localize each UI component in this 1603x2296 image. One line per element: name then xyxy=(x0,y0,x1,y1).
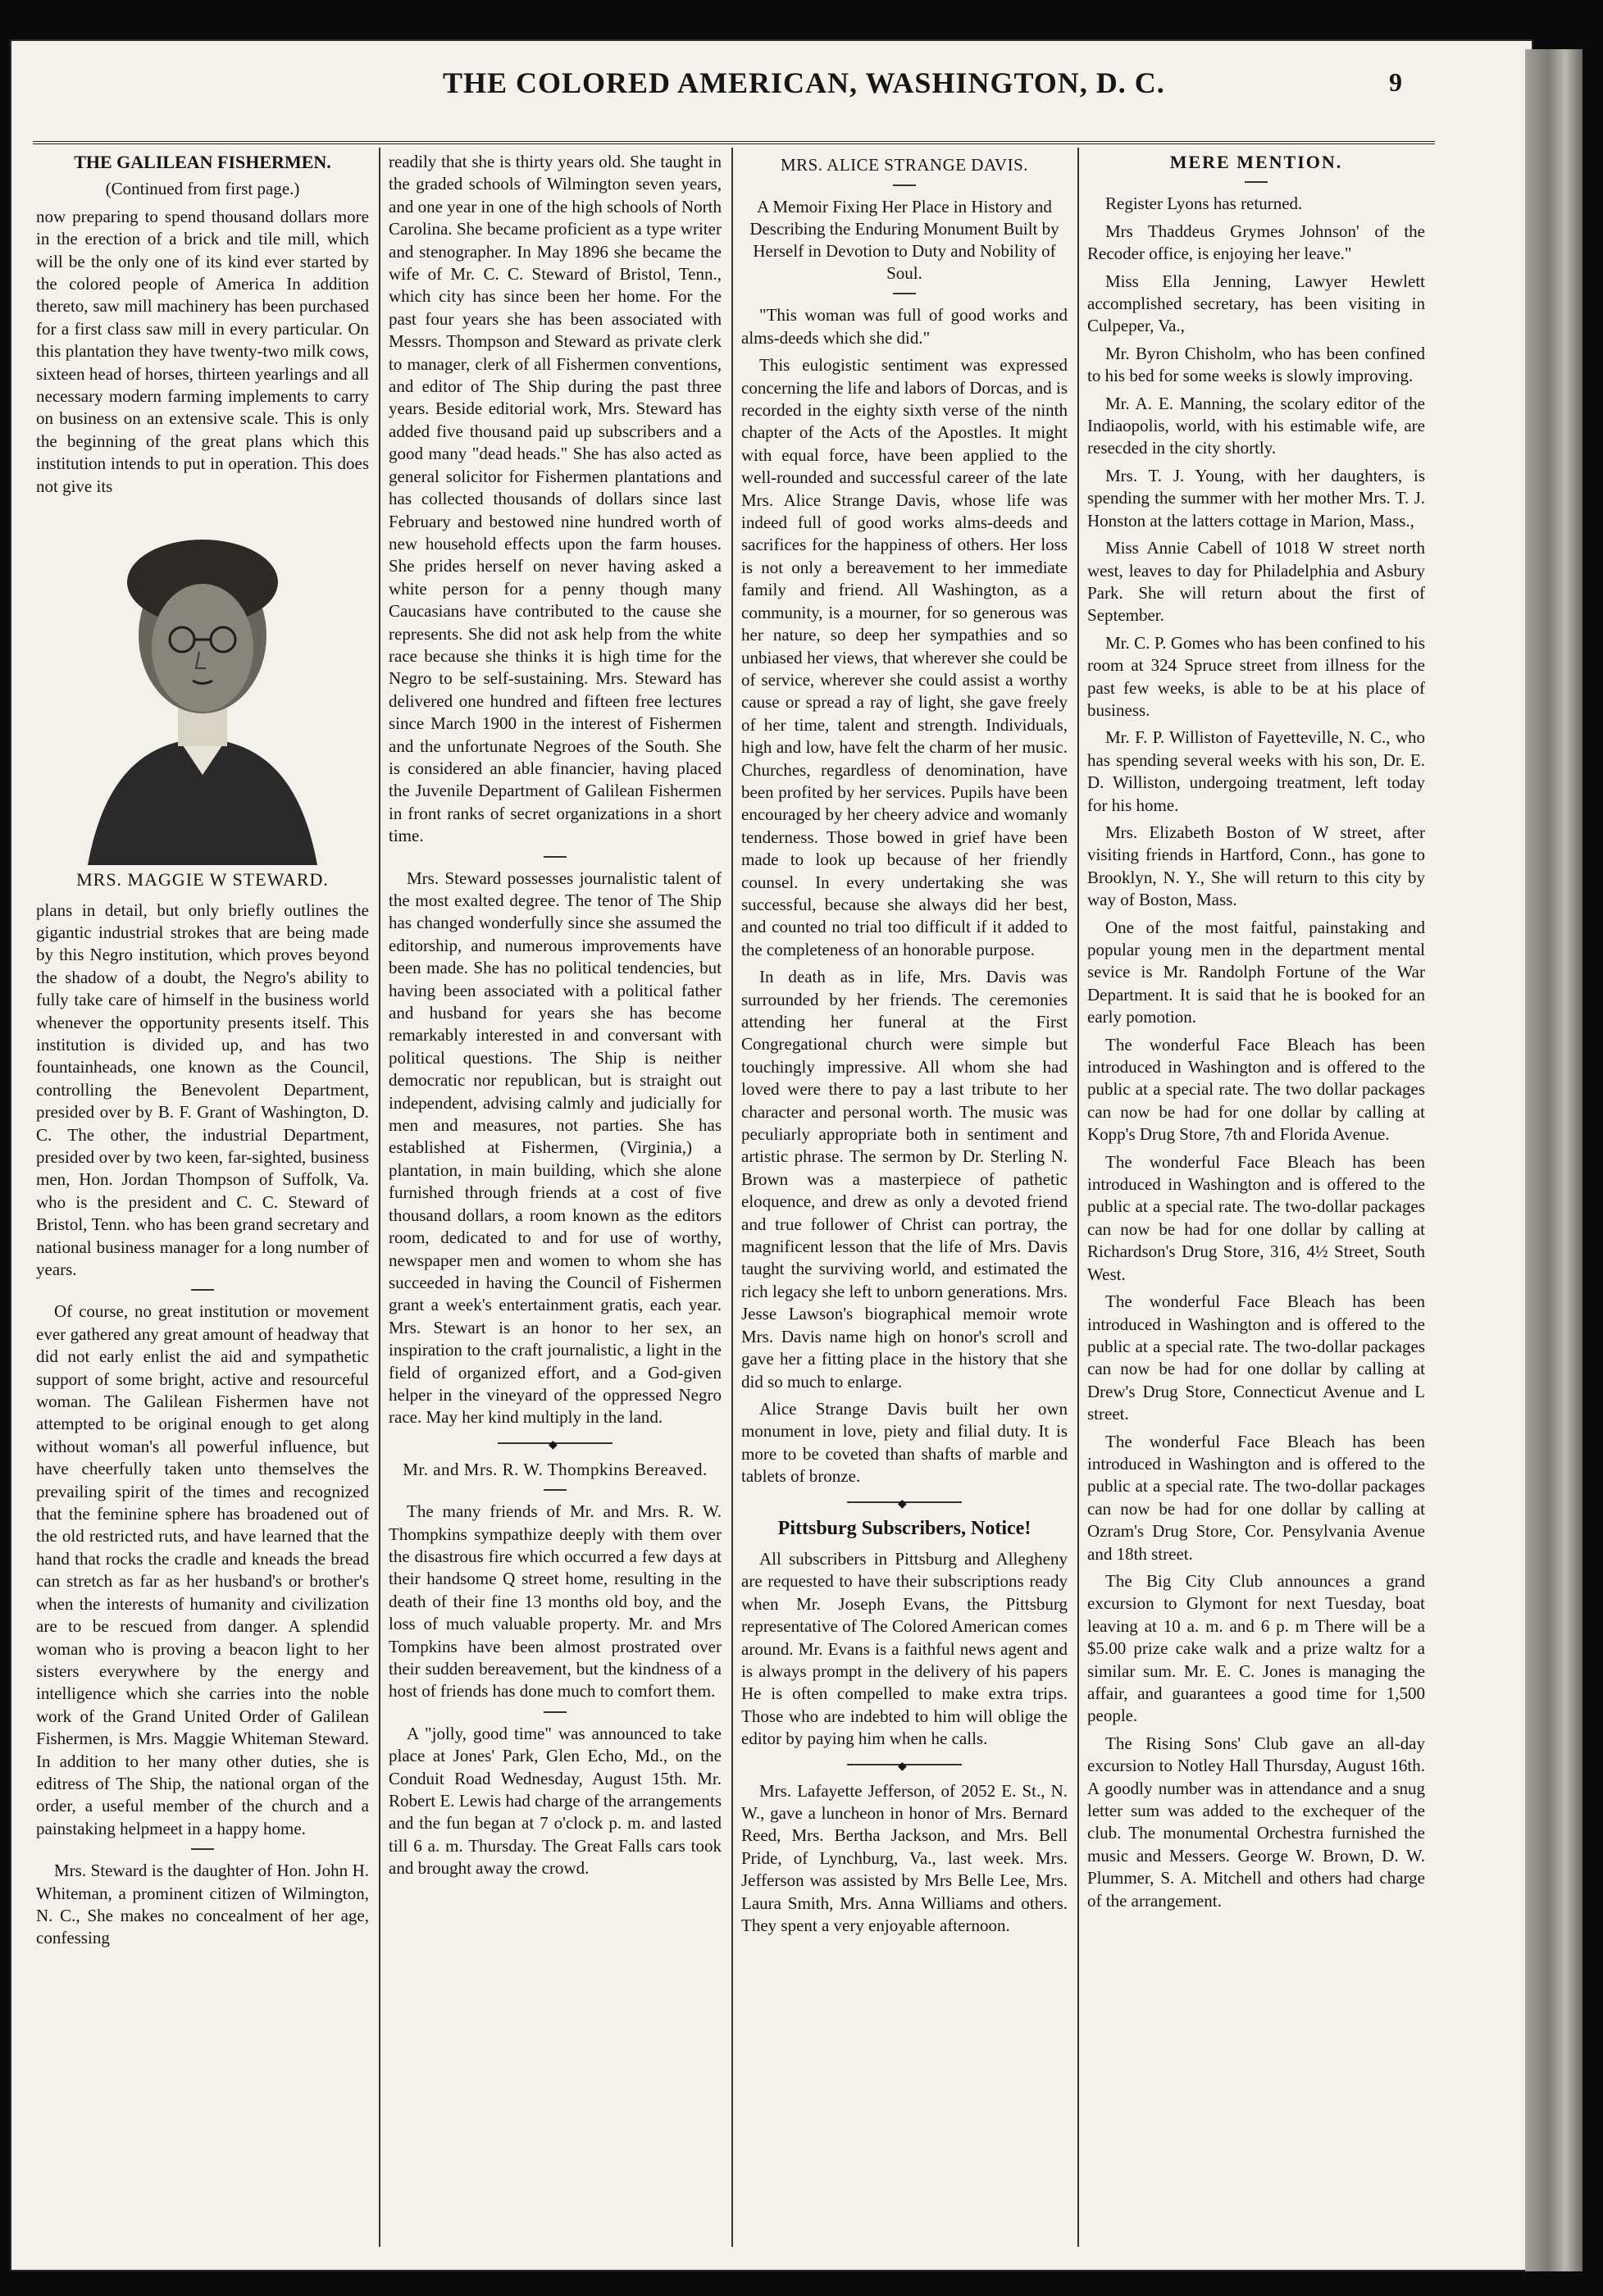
mention-item: Register Lyons has returned. xyxy=(1105,194,1303,214)
article-title-mere-mention: MERE MENTION. xyxy=(1169,152,1343,172)
article-deck: A Memoir Fixing Her Place in History and Describing the Enduring Monument Built by Herself in Devotion to Duty and Nobility of Soul. xyxy=(749,197,1059,284)
paragraph: Of course, no great institution or movement ever gathered any great amount of headway that did not early enlist the aid and sympathetic support of some bright, active and resourceful woman. The Galilean Fishermen have not attempted to be original enough to get along without woman's all powerful influence, but have cheerfully taken unto themselves the prevailing spirit of the times and recognized that the feminine sphere has broadened out of the old restricted ruts, and have learned that the hand that rocks the cradle and kneads the bread can stretch as far as her husband's or brother's when the interests of humanity and civilization are to be rescued from danger. A splendid woman who is proving a beacon light to her sisters everywhere by the energy and intelligence which she carries into the noble work of the Grand United Order of Galilean Fishermen, is Mrs. Maggie Whiteman Steward. In addition to her many other duties, she is editress of The Ship, the national organ of the order, a useful member of the church and a painstaking helpmeet in a happy home. xyxy=(36,1301,369,1838)
mention-item: The Rising Sons' Club gave an all-day excursion to Notley Hall Thursday, August 16th. A goodly number was in attendance and a snug letter sum was added to the exchequer of the club. The monumental Orchestra furnished the music and Messers. George W. Brown, D. W. Plummer, S. A. Mitchell and others had charge of the arrangement. xyxy=(1087,1733,1425,1911)
mention-item: Mr. F. P. Williston of Fayetteville, N. C., who has spending several weeks with his son, Dr. E. D. Williston, undergoing treatment, left today for his home. xyxy=(1087,727,1425,815)
mention-item: Mr. C. P. Gomes who has been confined to his room at 324 Spruce street from illness for the past few weeks, is able to be at his place of business. xyxy=(1087,632,1425,720)
paragraph: In death as in life, Mrs. Davis was surrounded by her friends. The ceremonies attending her funeral at the First Congregational church were simple but touchingly impressive. All whom she had loved were there to pay a last tribute to her character and personal worth. The music was peculiarly appropriate both in sentiment and artistic phrase. The sermon by Dr. Sterling N. Brown was a masterpiece of pathetic eloquence, and drew as only a devoted friend and true follower of Christ can portray, the magnificent lesson that the life of Mrs. Davis taught the surviving world, and estimated the rich legacy she left to unborn generations. Mrs. Jesse Lawson's biographical memoir wrote Mrs. Davis name high on honor's scroll and gave her a fitting place in the history that she did so much to enlarge. xyxy=(741,967,1068,1392)
mention-item: Miss Ella Jenning, Lawyer Hewlett accomplished secretary, has been visiting in Culpeper, Va., xyxy=(1087,271,1425,336)
column-rule-2 xyxy=(731,148,733,2247)
mention-item: Mrs. T. J. Young, with her daughters, is spending the summer with her mother Mrs. T. J. Honston at the latters cottage in Marion, Mass., xyxy=(1087,465,1425,531)
mention-item: Mr. A. E. Manning, the scolary editor of the Indiaopolis, world, with his estimable wife, are resecded in the city shortly. xyxy=(1087,393,1425,458)
mention-item: Mr. Byron Chisholm, who has been confined to his bed for some weeks is slowly improving. xyxy=(1087,343,1425,386)
portrait-caption: MRS. MAGGIE W STEWARD. xyxy=(76,869,329,891)
mention-item: The wonderful Face Bleach has been introduced in Washington and is offered to the public at a special rate. The two-dollar packages can now be had for one dollar by calling at Drew's Drug Store, Connecticut Avenue and L street. xyxy=(1087,1292,1425,1424)
ornament-divider xyxy=(847,1498,962,1506)
paragraph: The many friends of Mr. and Mrs. R. W. Thompkins sympathize deeply with them over the disastrous fire which occurred a few days at their handsome Q street home, resulting in the death of their fine 13 months old boy, and the loss of much valuable property. Mr. and Mrs Tompkins have been almost prostrated over their sudden bereavement, but the kindness of a host of friends has done much to comfort them. xyxy=(389,1501,722,1702)
paragraph: plans in detail, but only briefly outlines the gigantic industrial strokes that are being made by this Negro institution, which proves beyond the shadow of a doubt, the Negro's ability to fully take care of himself in the business world whenever the opportunity presents itself. This institution is divided up, and has two fountainheads, one known as the Council, controlling the Benevolent Department, presided over by B. F. Grant of Washington, D. C. The other, the industrial Department, presided over by two keen, far-sighted, business men, Hon. Jordan Thompson of Suffolk, Va. who is the president and C. C. Steward of Bristol, Tenn. who has been grand secretary and national business manager for a long number of years. xyxy=(36,900,369,1279)
section-divider xyxy=(544,1489,567,1491)
column-2 xyxy=(389,151,722,1885)
header-rule xyxy=(33,141,1435,144)
mention-item: The wonderful Face Bleach has been introduced in Washington and is offered to the public at a special rate. The two-dollar packages can now be had for one dollar by calling at Ozram's Drug Store, Cor. Pensylvania Avenue and 18th street. xyxy=(1087,1431,1425,1564)
article-title-thompkins: Mr. and Mrs. R. W. Thompkins Bereaved. xyxy=(403,1459,708,1479)
mention-item: One of the most faitful, painstaking and popular young men in the department mental sevice is Mr. Randolph Fortune of the War Department. It is said that he is booked for an early pomotion. xyxy=(1087,917,1425,1027)
portrait-engraving xyxy=(55,504,350,865)
column-1 xyxy=(36,151,369,1955)
paragraph: readily that she is thirty years old. She taught in the graded schools of Wilmington seven years, and one year in one of the high schools of North Carolina. She became proficient as a type writer and stenographer. In May 1896 she became the wife of Mr. C. C. Steward of Bristol, Tenn., which city has since been her home. For the past four years she has been associated with Messrs. Thompson and Steward as private clerk to manager, clerk of all Fishermen conventions, and editor of The Ship during the past three years. Beside editorial work, Mrs. Steward has added five thousand paid up subscribers and a good many "dead heads." She has also acted as general solicitor for Fishermen plantations and has collected thousands of dollars since last February and bestowed nine hundred worth of new household effects upon the farm houses. She prides herself on never having asked a white person for a penny though many Caucasians have contributed to the cause she represents. She did not ask help from the white race because she thinks it is high time for the Negro to be self-sustaining. Mrs. Steward has delivered one hundred and fifteen free lectures since March 1900 in the interest of Fishermen and the unfortunate Negroes of the South. She is considered an able financier, having placed the Juvenile Department of Galilean Fishermen in front ranks of secret organizations in a short time. xyxy=(389,152,722,846)
mention-item: The Big City Club announces a grand excursion to Glymont for next Tuesday, boat leaving at 10 a. m. and 6 p. m There will be a $5.00 prize cake walk and a prize waltz for a similar sum. Mr. E. C. Jones is managing the affair, and guarantees a good time for 1,500 people. xyxy=(1087,1570,1425,1726)
column-4 xyxy=(1087,151,1425,1917)
article-title-pittsburg: Pittsburg Subscribers, Notice! xyxy=(777,1517,1031,1539)
paragraph: This eulogistic sentiment was expressed concerning the life and labors of Dorcas, and is recorded in the eighty sixth verse of the ninth chapter of the Acts of the Apostles. It might with equal force, have been applied to the well-rounded and successful career of the late Mrs. Alice Strange Davis, whose life was indeed full of good works alms-deeds and sacrifices for the happiness of others. Her loss is not only a bereavement to her immediate family and friend. All Washington, as a community, is a mourner, for so generous was her nature, so deep her sympathies and so unbiased her views, that wherever she could be of service, wherever she could assist a worthy cause or spread a ray of light, she gave freely of her time, talent and strength. Individuals, high and low, have felt the charm of her music. Churches, regardless of denomination, have been profited by her services. Pupils have been encouraged by her cheery advice and womanly tenderness. Those bowed in grief have been made to look up because of her friendly counsel. In every undertaking she was successful, because she always did her best, and counted no trial too difficult if it added to the completeness of an honorable purpose. xyxy=(741,355,1068,959)
paragraph: A "jolly, good time" was announced to take place at Jones' Park, Glen Echo, Md., on the Conduit Road Wednesday, August 15th. Mr. Robert E. Lewis had charge of the arrangements and the fun began at 7 o'clock p. m. and lasted till 6 a. m. Thursday. The Great Falls cars took and brought away the crowd. xyxy=(389,1723,722,1879)
section-divider xyxy=(544,1711,567,1713)
mention-item: Mrs Thaddeus Grymes Johnson' of the Recoder office, is enjoying her leave." xyxy=(1087,221,1425,264)
section-divider xyxy=(191,1289,214,1291)
section-divider xyxy=(191,1848,214,1850)
paragraph: Mrs. Steward is the daughter of Hon. John H. Whiteman, a prominent citizen of Wilmington, N. C., She makes no concealment of her age, confessing xyxy=(36,1861,369,1948)
masthead: THE COLORED AMERICAN, WASHINGTON, D. C. xyxy=(443,66,1165,99)
mention-item: Mrs. Elizabeth Boston of W street, after visiting friends in Hartford, Conn., has gone to Brooklyn, N. Y., She will return to this city by way of Boston, Mass. xyxy=(1087,822,1425,910)
ornament-divider xyxy=(498,1439,613,1447)
article-subtitle: (Continued from first page.) xyxy=(105,179,300,199)
article-title-davis: MRS. ALICE STRANGE DAVIS. xyxy=(780,155,1029,175)
paragraph: Mrs. Lafayette Jefferson, of 2052 E. St., N. W., gave a luncheon in honor of Mrs. Bernard Reed, Mrs. Bertha Jackson, and Mrs. Bell Pride, of Lynchburg, Va., last week. Mrs. Jefferson was assisted by Mrs Belle Lee, Mrs. Laura Smith, Mrs. Anna Williams and others. They spent a very enjoyable afternoon. xyxy=(741,1780,1068,1936)
page-number: 9 xyxy=(1389,67,1402,97)
column-rule-3 xyxy=(1077,148,1079,2247)
section-divider xyxy=(893,184,916,186)
article-title-galilean: THE GALILEAN FISHERMEN. xyxy=(74,152,331,172)
ornament-divider xyxy=(847,1761,962,1769)
section-divider xyxy=(1245,181,1268,183)
paragraph: "This woman was full of good works and alms-deeds which she did." xyxy=(741,305,1068,348)
mention-item: The wonderful Face Bleach has been introduced in Washington and is offered to the public at a special rate. The two dollar packages can now be had for one dollar by calling at Kopp's Drug Store, 7th and Florida Avenue. xyxy=(1087,1034,1425,1145)
paragraph: now preparing to spend thousand dollars more in the erection of a brick and tile mill, which will be the only one of its kind ever started by the colored people of America In addition thereto, saw mill machinery has been purchased for a first class saw mill in every particular. On this plantation they have twenty-two milk cows, sixteen head of horses, thirteen yearlings and all necessary modern farming implements to carry on business on an extensive scale. This is only the beginning of the great plans which this institution intends to put in operation. This does not give its xyxy=(36,206,369,496)
paragraph: Mrs. Steward possesses journalistic talent of the most exalted degree. The tenor of The Ship has changed wonderfully since she assumed the editorship, and numerous improvements have been made. She has no political tendencies, but having been associated with a political father and husband for years she has become remarkably interested in and conversant with political questions. The Ship is neither democratic nor republican, but is straight out independent, advising calmly and judicially for men and measures, not parties. She has established at Fishermen, (Virginia,) a plantation, in main building, which she alone furnished through friends at a cost of five thousand dollars, a room known as the editors room, dedicated to and for use of worthy, newspaper men and women to whom she has succeeded in having the Council of Fishermen grant a week's entertainment gratis, each year. Mrs. Stewart is an honor to her sex, an inspiration to the craft journalistic, a light in the field of organized effort, and a God-given helper in the vineyard of the oppressed Negro race. May her kind multiply in the land. xyxy=(389,868,722,1428)
section-divider xyxy=(544,856,567,858)
column-3 xyxy=(741,151,1068,1942)
section-divider xyxy=(893,293,916,294)
paragraph: All subscribers in Pittsburg and Allegheny are requested to have their subscriptions ready when Mr. Joseph Evans, the Pittsburg representative of The Colored American comes around. Mr. Evans is a faithful news agent and is always prompt in the delivery of his papers He is often compelled to make extra trips. Those who are indebted to him will oblige the editor by paying him when he calls. xyxy=(741,1548,1068,1749)
mention-item: Miss Annie Cabell of 1018 W street north west, leaves to day for Philadelphia and Asbury Park. She will return about the first of September. xyxy=(1087,538,1425,626)
paragraph: Alice Strange Davis built her own monument in love, piety and filial duty. It is more to be coveted than shafts of marble and tablets of bronze. xyxy=(741,1398,1068,1487)
page-header xyxy=(0,66,1603,107)
column-rule-1 xyxy=(379,148,380,2247)
page-edge xyxy=(1525,49,1583,2271)
mention-item: The wonderful Face Bleach has been introduced in Washington and is offered to the public at a special rate. The two-dollar packages can now be had for one dollar by calling at Richardson's Drug Store, 316, 4½ Street, South West. xyxy=(1087,1151,1425,1284)
